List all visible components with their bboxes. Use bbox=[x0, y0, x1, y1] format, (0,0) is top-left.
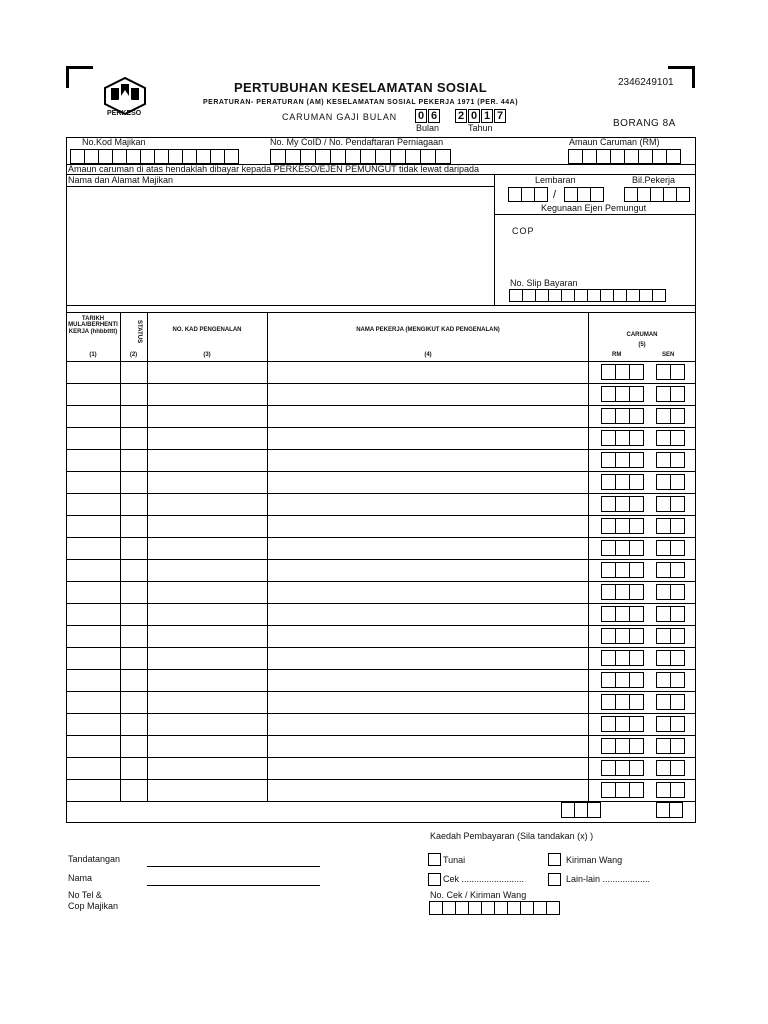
row-rm-digit-box[interactable] bbox=[629, 650, 644, 666]
divider bbox=[494, 174, 495, 306]
year-digit-4[interactable]: 7 bbox=[494, 109, 506, 123]
row-rm-digit-box[interactable] bbox=[615, 430, 630, 446]
table-row[interactable] bbox=[67, 384, 587, 404]
sheet-total-digit-box[interactable] bbox=[564, 187, 578, 202]
col-header-name: NAMA PEKERJA (MENGIKUT KAD PENGENALAN) bbox=[356, 327, 500, 333]
row-rm-digit-box[interactable] bbox=[601, 760, 616, 776]
cheque-digit-box[interactable] bbox=[455, 901, 469, 915]
row-rm-digit-box[interactable] bbox=[615, 584, 630, 600]
table-row[interactable] bbox=[67, 560, 587, 580]
row-sen-digit-box[interactable] bbox=[656, 562, 671, 578]
row-rm-digit-box[interactable] bbox=[629, 584, 644, 600]
table-row[interactable] bbox=[67, 450, 587, 470]
row-rm-digit-box[interactable] bbox=[601, 518, 616, 534]
employer-code-digit-box[interactable] bbox=[84, 149, 99, 164]
col-divider bbox=[588, 312, 589, 801]
coid-digit-box[interactable] bbox=[315, 149, 331, 164]
row-rm-digit-box[interactable] bbox=[615, 386, 630, 402]
row-rm-digit-box[interactable] bbox=[629, 694, 644, 710]
col-number-4: (4) bbox=[424, 352, 432, 358]
table-row[interactable] bbox=[67, 714, 587, 734]
coid-digit-box[interactable] bbox=[420, 149, 436, 164]
employer-code-digit-box[interactable] bbox=[126, 149, 141, 164]
year-digit-2[interactable]: 0 bbox=[468, 109, 480, 123]
row-sen-digit-box[interactable] bbox=[670, 760, 685, 776]
sheet-separator: / bbox=[553, 189, 557, 201]
table-row[interactable] bbox=[67, 736, 587, 756]
employer-code-digit-box[interactable] bbox=[140, 149, 155, 164]
table-row[interactable] bbox=[67, 604, 587, 624]
slip-digit-box[interactable] bbox=[522, 289, 536, 302]
row-rm-digit-box[interactable] bbox=[629, 408, 644, 424]
row-sen-digit-box[interactable] bbox=[670, 738, 685, 754]
row-rm-digit-box[interactable] bbox=[615, 716, 630, 732]
slip-digit-box[interactable] bbox=[561, 289, 575, 302]
slip-label: No. Slip Bayaran bbox=[510, 278, 578, 288]
row-rm-digit-box[interactable] bbox=[615, 364, 630, 380]
row-rm-digit-box[interactable] bbox=[601, 496, 616, 512]
row-rm-digit-box[interactable] bbox=[601, 540, 616, 556]
amount-digit-box[interactable] bbox=[596, 149, 611, 164]
row-rm-digit-box[interactable] bbox=[615, 672, 630, 688]
employer-code-digit-box[interactable] bbox=[210, 149, 225, 164]
row-rm-digit-box[interactable] bbox=[629, 518, 644, 534]
amount-digit-box[interactable] bbox=[638, 149, 653, 164]
row-rm-digit-box[interactable] bbox=[615, 782, 630, 798]
sheet-digit-box[interactable] bbox=[521, 187, 535, 202]
org-title: PERTUBUHAN KESELAMATAN SOSIAL bbox=[234, 80, 488, 95]
employer-code-digit-box[interactable] bbox=[98, 149, 113, 164]
row-rm-digit-box[interactable] bbox=[629, 364, 644, 380]
divider bbox=[66, 305, 696, 306]
cheque-digit-box[interactable] bbox=[442, 901, 456, 915]
row-sen-digit-box[interactable] bbox=[670, 386, 685, 402]
month-digit-2[interactable]: 6 bbox=[428, 109, 440, 123]
row-sen-digit-box[interactable] bbox=[670, 430, 685, 446]
table-row[interactable] bbox=[67, 494, 587, 514]
row-sen-digit-box[interactable] bbox=[656, 408, 671, 424]
table-row[interactable] bbox=[67, 626, 587, 646]
employer-stamp-label: Cop Majikan bbox=[68, 901, 119, 911]
row-sen-digit-box[interactable] bbox=[670, 474, 685, 490]
table-row[interactable] bbox=[67, 780, 587, 800]
slip-digit-box[interactable] bbox=[509, 289, 523, 302]
amount-digit-box[interactable] bbox=[610, 149, 625, 164]
row-sen-digit-box[interactable] bbox=[670, 518, 685, 534]
row-rm-digit-box[interactable] bbox=[615, 518, 630, 534]
row-sen-digit-box[interactable] bbox=[670, 496, 685, 512]
row-sen-digit-box[interactable] bbox=[670, 408, 685, 424]
table-row[interactable] bbox=[67, 362, 587, 382]
coid-digit-box[interactable] bbox=[390, 149, 406, 164]
coid-digit-box[interactable] bbox=[345, 149, 361, 164]
signature-line[interactable] bbox=[147, 866, 320, 867]
row-rm-digit-box[interactable] bbox=[629, 474, 644, 490]
cheque-digit-box[interactable] bbox=[533, 901, 547, 915]
total-sen-digit-box[interactable] bbox=[669, 802, 683, 818]
row-sen-digit-box[interactable] bbox=[656, 452, 671, 468]
row-sen-digit-box[interactable] bbox=[670, 584, 685, 600]
row-rm-digit-box[interactable] bbox=[629, 782, 644, 798]
row-sen-digit-box[interactable] bbox=[656, 650, 671, 666]
row-rm-digit-box[interactable] bbox=[615, 738, 630, 754]
row-rm-digit-box[interactable] bbox=[629, 760, 644, 776]
row-sen-digit-box[interactable] bbox=[656, 584, 671, 600]
row-sen-digit-box[interactable] bbox=[656, 518, 671, 534]
slip-digit-box[interactable] bbox=[587, 289, 601, 302]
slip-digit-box[interactable] bbox=[535, 289, 549, 302]
col-number-3: (3) bbox=[203, 352, 211, 358]
row-rm-digit-box[interactable] bbox=[629, 628, 644, 644]
col-header-status: STATUS bbox=[136, 320, 142, 344]
cheque-number-label: No. Cek / Kiriman Wang bbox=[430, 890, 527, 900]
coid-digit-box[interactable] bbox=[300, 149, 316, 164]
money-order-label: Kiriman Wang bbox=[566, 855, 623, 865]
year-caption: Tahun bbox=[468, 123, 493, 133]
coid-digit-box[interactable] bbox=[405, 149, 421, 164]
row-rm-digit-box[interactable] bbox=[615, 650, 630, 666]
coid-digit-box[interactable] bbox=[285, 149, 301, 164]
row-sen-digit-box[interactable] bbox=[670, 452, 685, 468]
row-rm-digit-box[interactable] bbox=[601, 364, 616, 380]
row-rm-digit-box[interactable] bbox=[615, 562, 630, 578]
cheque-digit-box[interactable] bbox=[507, 901, 521, 915]
row-rm-digit-box[interactable] bbox=[601, 716, 616, 732]
employer-code-digit-box[interactable] bbox=[168, 149, 183, 164]
row-rm-digit-box[interactable] bbox=[601, 584, 616, 600]
name-label: Nama bbox=[68, 873, 93, 883]
month-caption: Bulan bbox=[416, 123, 440, 133]
col-header-contribution: CARUMAN bbox=[626, 332, 658, 338]
worker-count-digit-box[interactable] bbox=[676, 187, 690, 202]
worker-count-digit-box[interactable] bbox=[663, 187, 677, 202]
amount-label: Amaun Caruman (RM) bbox=[569, 137, 660, 147]
name-line[interactable] bbox=[147, 885, 320, 886]
row-sen-digit-box[interactable] bbox=[670, 364, 685, 380]
row-rm-digit-box[interactable] bbox=[601, 738, 616, 754]
row-rm-digit-box[interactable] bbox=[601, 694, 616, 710]
cash-label: Tunai bbox=[443, 855, 466, 865]
row-rm-digit-box[interactable] bbox=[615, 496, 630, 512]
row-rm-digit-box[interactable] bbox=[615, 540, 630, 556]
year-digit-3[interactable]: 1 bbox=[481, 109, 493, 123]
coid-digit-box[interactable] bbox=[330, 149, 346, 164]
month-digit-1[interactable]: 0 bbox=[415, 109, 427, 123]
slip-digit-box[interactable] bbox=[548, 289, 562, 302]
name-address-area[interactable] bbox=[67, 187, 493, 305]
form-number: 2346249101 bbox=[618, 77, 674, 88]
cheque-checkbox[interactable] bbox=[428, 873, 441, 886]
table-row[interactable] bbox=[67, 516, 587, 536]
coid-digit-box[interactable] bbox=[375, 149, 391, 164]
money-order-checkbox[interactable] bbox=[548, 853, 561, 866]
row-sen-digit-box[interactable] bbox=[670, 716, 685, 732]
row-sen-digit-box[interactable] bbox=[656, 672, 671, 688]
cheque-digit-box[interactable] bbox=[429, 901, 443, 915]
cheque-label: Cek ......................... bbox=[443, 874, 525, 884]
contribution-month-label: CARUMAN GAJI BULAN bbox=[282, 112, 397, 122]
row-sen-digit-box[interactable] bbox=[670, 540, 685, 556]
col-number-5: (5) bbox=[638, 342, 646, 348]
sheet-total-digit-box[interactable] bbox=[590, 187, 604, 202]
row-rm-digit-box[interactable] bbox=[629, 452, 644, 468]
name-address-label: Nama dan Alamat Majikan bbox=[68, 175, 174, 185]
slip-digit-box[interactable] bbox=[639, 289, 653, 302]
employer-code-digit-box[interactable] bbox=[224, 149, 239, 164]
table-top-line bbox=[66, 312, 696, 313]
amount-digit-box[interactable] bbox=[568, 149, 583, 164]
row-sen-digit-box[interactable] bbox=[670, 628, 685, 644]
col-header-sen: SEN bbox=[662, 352, 675, 358]
row-rm-digit-box[interactable] bbox=[601, 672, 616, 688]
row-sen-digit-box[interactable] bbox=[656, 606, 671, 622]
col-header-ic: NO. KAD PENGENALAN bbox=[172, 327, 242, 333]
row-rm-digit-box[interactable] bbox=[615, 760, 630, 776]
row-sen-digit-box[interactable] bbox=[656, 694, 671, 710]
others-label: Lain-lain ................... bbox=[566, 874, 651, 884]
col-header-date: TARIKH MULA/BERHENTI KERJA (hhbbtttt) bbox=[68, 316, 118, 335]
row-sen-digit-box[interactable] bbox=[656, 540, 671, 556]
total-rm-digit-box[interactable] bbox=[587, 802, 601, 818]
row-sen-digit-box[interactable] bbox=[656, 760, 671, 776]
row-rm-digit-box[interactable] bbox=[629, 496, 644, 512]
cash-checkbox[interactable] bbox=[428, 853, 441, 866]
coid-digit-box[interactable] bbox=[435, 149, 451, 164]
cheque-digit-box[interactable] bbox=[546, 901, 560, 915]
row-sen-digit-box[interactable] bbox=[670, 562, 685, 578]
employer-code-digit-box[interactable] bbox=[154, 149, 169, 164]
slip-digit-box[interactable] bbox=[600, 289, 614, 302]
employer-code-digit-box[interactable] bbox=[196, 149, 211, 164]
sheet-digit-box[interactable] bbox=[534, 187, 548, 202]
row-sen-digit-box[interactable] bbox=[656, 628, 671, 644]
row-sen-digit-box[interactable] bbox=[656, 738, 671, 754]
worker-count-digit-box[interactable] bbox=[637, 187, 651, 202]
total-sen-digit-box[interactable] bbox=[656, 802, 670, 818]
row-rm-digit-box[interactable] bbox=[629, 716, 644, 732]
agent-use-label: Kegunaan Ejen Pemungut bbox=[541, 203, 647, 213]
table-row[interactable] bbox=[67, 648, 587, 668]
amount-digit-box[interactable] bbox=[652, 149, 667, 164]
row-rm-digit-box[interactable] bbox=[601, 562, 616, 578]
payment-note: Amaun caruman di atas hendaklah dibayar kepada PERKESO/EJEN PEMUNGUT tidak lewat daripada bbox=[68, 164, 480, 174]
coid-digit-box[interactable] bbox=[360, 149, 376, 164]
coid-label: No. My CoID / No. Pendaftaran Perniagaan bbox=[270, 137, 444, 147]
col-number-1: (1) bbox=[89, 352, 97, 358]
table-row[interactable] bbox=[67, 472, 587, 492]
table-row[interactable] bbox=[67, 670, 587, 690]
row-sen-digit-box[interactable] bbox=[656, 364, 671, 380]
amount-digit-box[interactable] bbox=[624, 149, 639, 164]
row-rm-digit-box[interactable] bbox=[601, 782, 616, 798]
signature-label: Tandatangan bbox=[68, 854, 121, 864]
row-sen-digit-box[interactable] bbox=[656, 716, 671, 732]
sheet-total-digit-box[interactable] bbox=[577, 187, 591, 202]
employer-code-digit-box[interactable] bbox=[70, 149, 85, 164]
row-sen-digit-box[interactable] bbox=[670, 672, 685, 688]
row-rm-digit-box[interactable] bbox=[615, 694, 630, 710]
stamp-label: COP bbox=[512, 226, 535, 236]
row-rm-digit-box[interactable] bbox=[629, 540, 644, 556]
total-rm-digit-box[interactable] bbox=[574, 802, 588, 818]
row-rm-digit-box[interactable] bbox=[615, 628, 630, 644]
form-name: BORANG 8A bbox=[613, 118, 676, 129]
divider bbox=[494, 214, 696, 215]
row-rm-digit-box[interactable] bbox=[629, 430, 644, 446]
row-sen-digit-box[interactable] bbox=[656, 430, 671, 446]
corner-mark-top-left bbox=[66, 66, 93, 88]
row-sen-digit-box[interactable] bbox=[670, 650, 685, 666]
row-sen-digit-box[interactable] bbox=[656, 386, 671, 402]
table-row[interactable] bbox=[67, 582, 587, 602]
slip-digit-box[interactable] bbox=[613, 289, 627, 302]
table-row[interactable] bbox=[67, 692, 587, 712]
row-sen-digit-box[interactable] bbox=[656, 496, 671, 512]
row-rm-digit-box[interactable] bbox=[629, 562, 644, 578]
employer-code-digit-box[interactable] bbox=[182, 149, 197, 164]
row-sen-digit-box[interactable] bbox=[670, 782, 685, 798]
row-rm-digit-box[interactable] bbox=[601, 474, 616, 490]
slip-digit-box[interactable] bbox=[652, 289, 666, 302]
payment-method-label: Kaedah Pembayaran (Sila tandakan (x) ) bbox=[430, 831, 594, 841]
row-rm-digit-box[interactable] bbox=[629, 606, 644, 622]
cheque-digit-box[interactable] bbox=[520, 901, 534, 915]
cheque-digit-box[interactable] bbox=[468, 901, 482, 915]
worker-count-digit-box[interactable] bbox=[650, 187, 664, 202]
total-rm-digit-box[interactable] bbox=[561, 802, 575, 818]
table-row[interactable] bbox=[67, 406, 587, 426]
employer-code-digit-box[interactable] bbox=[112, 149, 127, 164]
worker-count-digit-box[interactable] bbox=[624, 187, 638, 202]
table-row[interactable] bbox=[67, 538, 587, 558]
others-checkbox[interactable] bbox=[548, 873, 561, 886]
row-rm-digit-box[interactable] bbox=[615, 452, 630, 468]
row-rm-digit-box[interactable] bbox=[629, 386, 644, 402]
row-rm-digit-box[interactable] bbox=[601, 606, 616, 622]
employer-code-label: No.Kod Majikan bbox=[82, 137, 146, 147]
tel-label: No Tel & bbox=[68, 890, 102, 900]
cheque-digit-box[interactable] bbox=[494, 901, 508, 915]
amount-digit-box[interactable] bbox=[582, 149, 597, 164]
logo-text: PERKESO bbox=[107, 110, 142, 117]
row-sen-digit-box[interactable] bbox=[670, 694, 685, 710]
row-rm-digit-box[interactable] bbox=[601, 430, 616, 446]
sheet-label: Lembaran bbox=[535, 175, 576, 185]
row-rm-digit-box[interactable] bbox=[615, 408, 630, 424]
col-number-2: (2) bbox=[129, 352, 138, 358]
coid-digit-box[interactable] bbox=[270, 149, 286, 164]
col-header-rm: RM bbox=[612, 352, 622, 358]
amount-digit-box[interactable] bbox=[666, 149, 681, 164]
table-row[interactable] bbox=[67, 428, 587, 448]
sheet-digit-box[interactable] bbox=[508, 187, 522, 202]
row-rm-digit-box[interactable] bbox=[615, 474, 630, 490]
slip-digit-box[interactable] bbox=[574, 289, 588, 302]
worker-count-label: Bil.Pekerja bbox=[632, 175, 676, 185]
table-row[interactable] bbox=[67, 758, 587, 778]
row-sen-digit-box[interactable] bbox=[656, 474, 671, 490]
row-rm-digit-box[interactable] bbox=[601, 386, 616, 402]
row-rm-digit-box[interactable] bbox=[615, 606, 630, 622]
row-sen-digit-box[interactable] bbox=[670, 606, 685, 622]
row-rm-digit-box[interactable] bbox=[601, 408, 616, 424]
row-rm-digit-box[interactable] bbox=[601, 650, 616, 666]
year-digit-1[interactable]: 2 bbox=[455, 109, 467, 123]
row-rm-digit-box[interactable] bbox=[601, 452, 616, 468]
slip-digit-box[interactable] bbox=[626, 289, 640, 302]
row-sen-digit-box[interactable] bbox=[656, 782, 671, 798]
row-rm-digit-box[interactable] bbox=[629, 672, 644, 688]
table-row-line bbox=[66, 801, 696, 802]
regulation-text: PERATURAN- PERATURAN (AM) KESELAMATAN SOSIAL PEKERJA 1971 (PER. 44A) bbox=[203, 99, 519, 106]
row-rm-digit-box[interactable] bbox=[601, 628, 616, 644]
row-rm-digit-box[interactable] bbox=[629, 738, 644, 754]
cheque-digit-box[interactable] bbox=[481, 901, 495, 915]
